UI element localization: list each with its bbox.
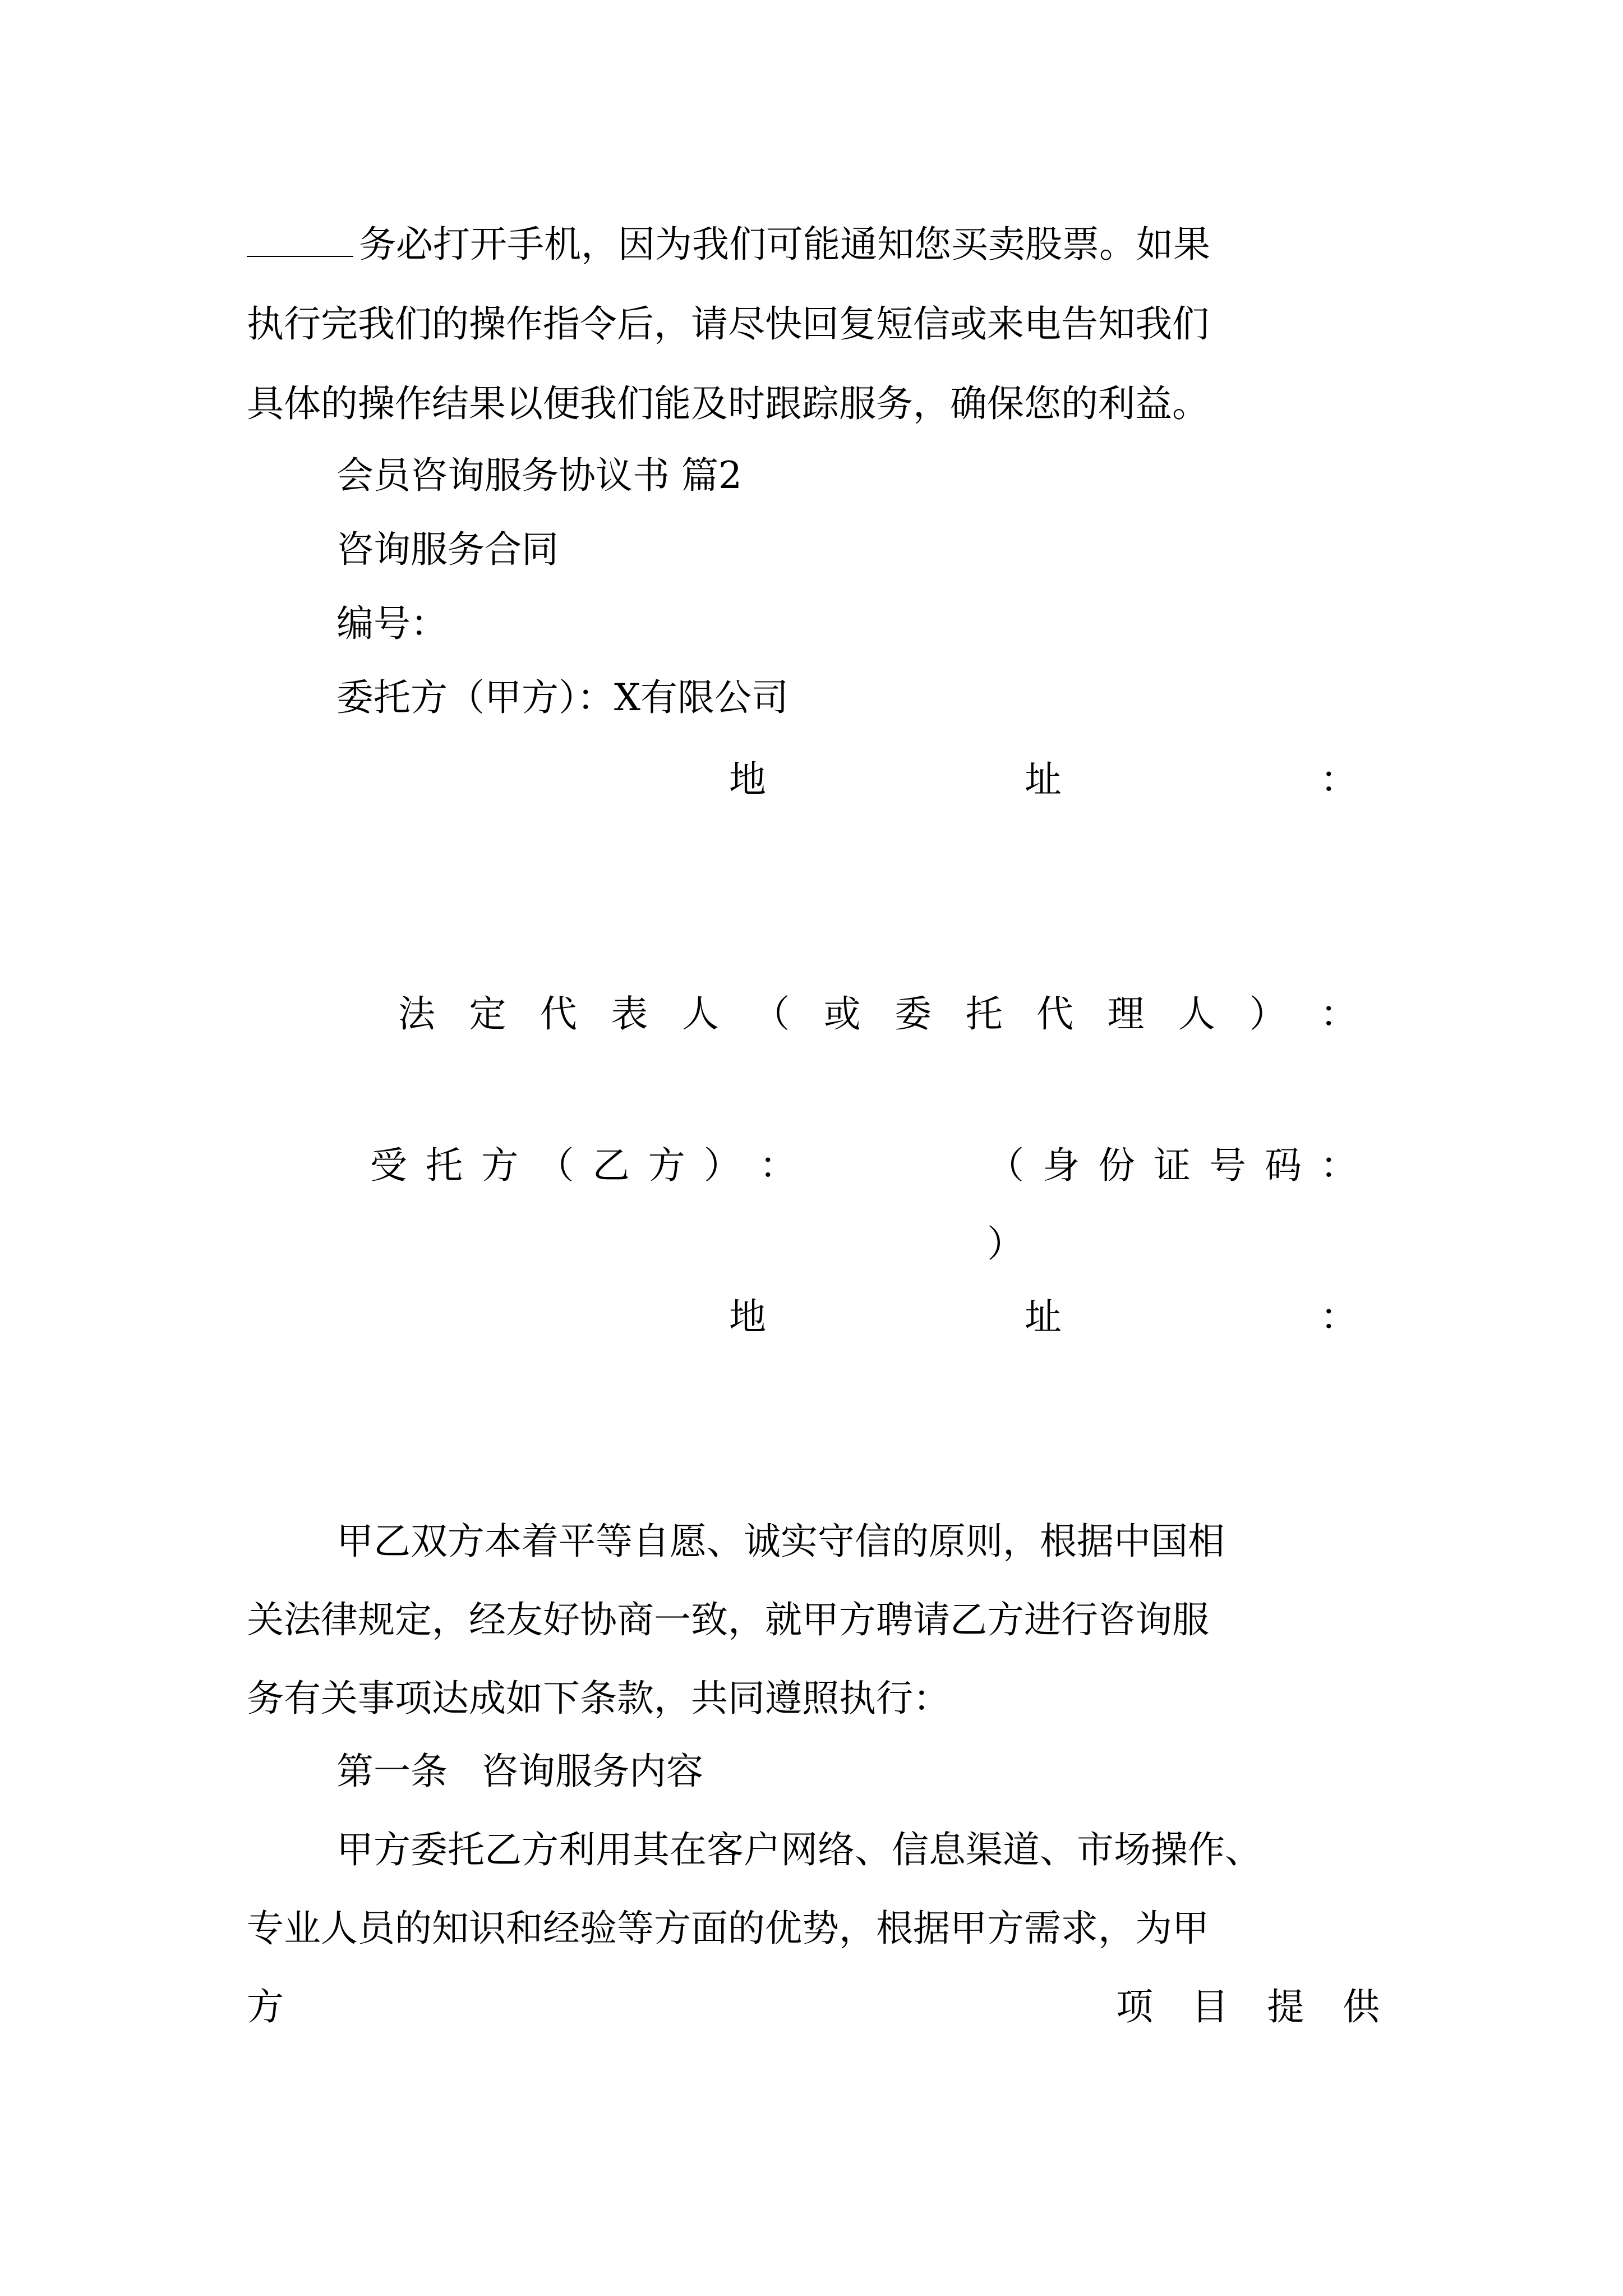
para2-line3: 务有关事项达成如下条款，共同遵照执行： xyxy=(247,1677,950,1720)
article-title: 咨询服务内容 xyxy=(481,1750,703,1793)
para1-line1: 务必打开手机，因为我们可能通知您买卖股票。如果 xyxy=(247,218,1385,272)
para3-line3-left: 方 xyxy=(247,1985,284,2028)
para2-line1: 甲乙双方本着平等自愿、诚实守信的原则，根据中国相 xyxy=(336,1520,1225,1563)
address-label-2: 地 址 ： xyxy=(729,1295,1357,1338)
number-label: 编号： xyxy=(336,602,448,645)
para3-line1: 甲方委托乙方利用其在客户网络、信息渠道、市场操作、 xyxy=(336,1828,1262,1871)
legal-rep-label: 法 定 代 表 人 （ 或 委 托 代 理 人 ） ： xyxy=(398,992,1357,1036)
address-label-1: 地 址 ： xyxy=(729,758,1357,801)
para1-line2: 执行完我们的操作指令后，请尽快回复短信或来电告知我们 xyxy=(247,302,1209,346)
blank-underline xyxy=(247,222,353,257)
section-heading: 会员咨询服务协议书 篇2 xyxy=(336,454,742,497)
article-1-heading xyxy=(336,1745,1385,1798)
id-number-close: ） xyxy=(987,1222,1024,1266)
para2-line2: 关法律规定，经友好协商一致，就甲方聘请乙方进行咨询服 xyxy=(247,1598,1209,1641)
article-number: 第一条 xyxy=(336,1750,448,1793)
para1-line3: 具体的操作结果以便我们能及时跟踪服务，确保您的利益。 xyxy=(247,382,1209,425)
para3-line3-right: 项 目 提 供 xyxy=(1116,1985,1380,2028)
client-label: 委托方（甲方）：X有限公司 xyxy=(336,676,789,719)
para3-line2: 专业人员的知识和经验等方面的优势，根据甲方需求，为甲 xyxy=(247,1907,1209,1950)
contract-title: 咨询服务合同 xyxy=(336,528,559,571)
trustee-label: 受 托 方 （ 乙 方 ） ： xyxy=(370,1144,796,1187)
id-number-label: （ 身 份 证 号 码 ： xyxy=(987,1144,1357,1187)
